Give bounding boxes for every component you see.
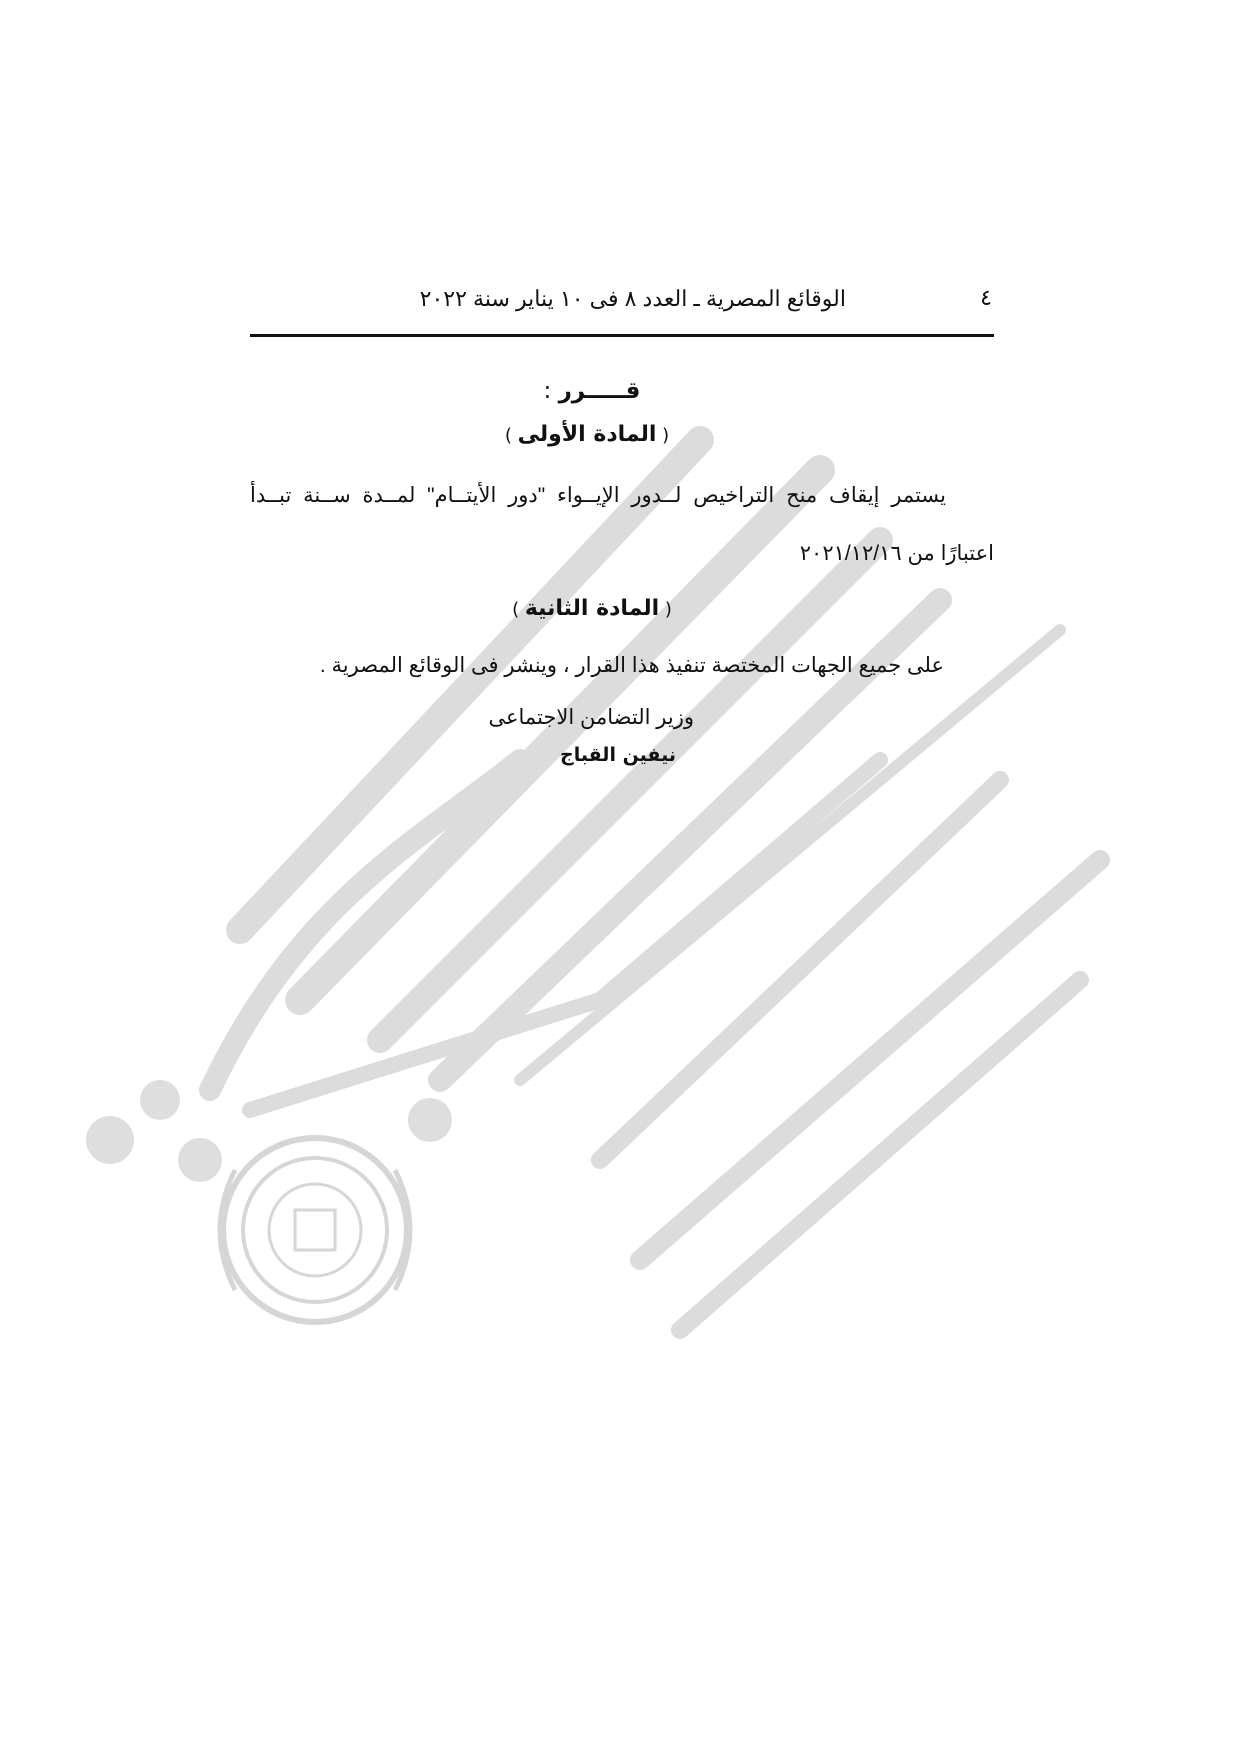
article-one-heading: [250, 422, 994, 472]
signatory-name: نيفين القباج: [560, 744, 676, 766]
seal-icon: [220, 1138, 410, 1322]
decided-word: قـــــرر: [558, 378, 641, 404]
signatory-title: وزير التضامن الاجتماعى: [488, 706, 694, 729]
watermark-stroke: [250, 760, 880, 1110]
article-one-text-line2: اعتبارًا من ٢٠٢١/١٢/١٦: [799, 542, 994, 565]
document-body: [250, 378, 994, 770]
article-two-title: المادة الثانية: [524, 596, 660, 621]
watermark-dot: [408, 1098, 452, 1142]
watermark-dot: [86, 1116, 134, 1164]
open-paren: (: [656, 425, 670, 446]
watermark-stroke: [680, 980, 1080, 1330]
close-paren: ): [504, 425, 518, 446]
article-one-title: المادة الأولى: [517, 422, 657, 447]
decided-heading: [250, 378, 994, 422]
article-one-text-line1: يستمر إيقاف منح التراخيص لــدور الإيــواء "دور الأيتــام" لمــدة ســنة تبــدأ: [250, 484, 946, 507]
watermark-stroke: [210, 760, 520, 1090]
page-number: ٤: [980, 286, 992, 311]
watermark-dot: [140, 1080, 180, 1120]
decided-suffix: :: [543, 378, 559, 404]
watermark-stroke: [600, 780, 1000, 1160]
watermark-stroke: [640, 860, 1100, 1260]
article-two-heading: [250, 596, 994, 648]
open-paren: (: [659, 599, 672, 620]
watermark-dot: [178, 1138, 222, 1182]
header-divider: [250, 334, 994, 337]
page-header: [252, 286, 992, 326]
article-two-text: على جميع الجهات المختصة تنفيذ هذا القرار ، وينشر فى الوقائع المصرية .: [319, 654, 944, 677]
running-title: الوقائع المصرية ـ العدد ٨ فى ١٠ يناير سنة ٢٠٢٢: [419, 286, 846, 311]
close-paren: ): [512, 599, 525, 620]
